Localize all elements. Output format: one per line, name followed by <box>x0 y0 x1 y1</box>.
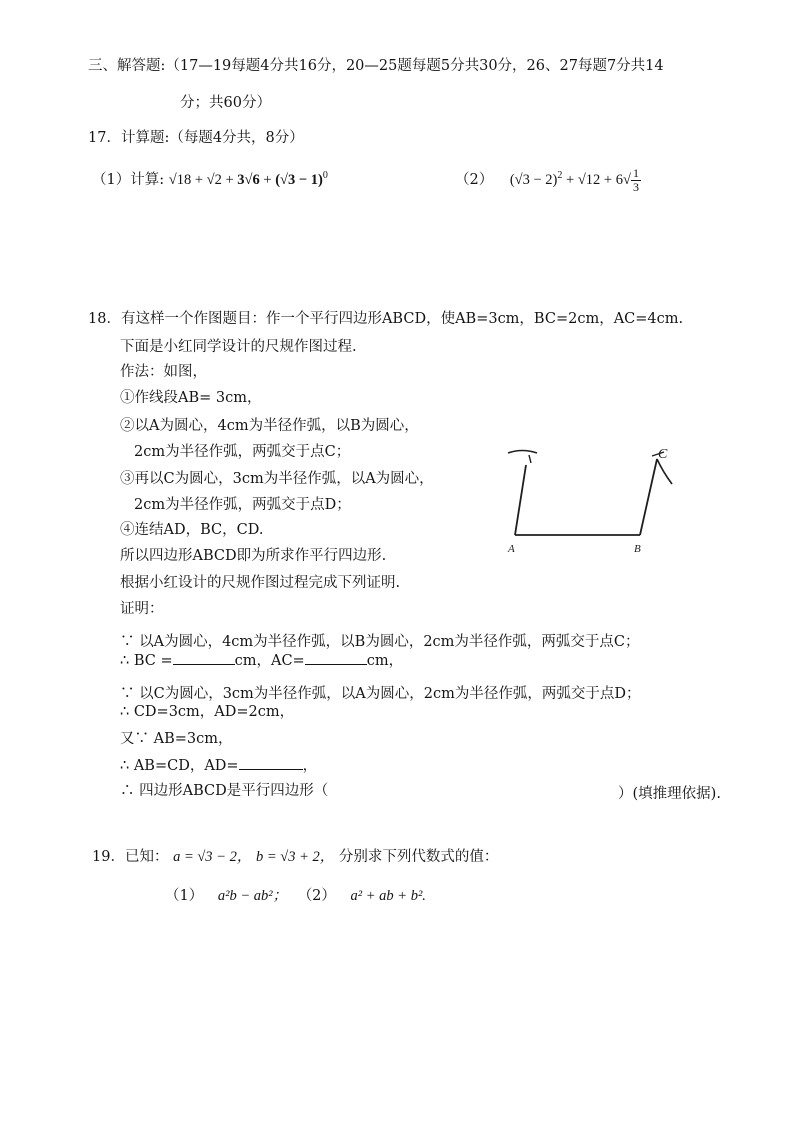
proof6-text-a: ∴ AB=CD，AD= <box>120 758 239 774</box>
q18-intro: 下面是小红同学设计的尺规作图过程. <box>120 339 357 355</box>
q17-part2-label: （2） <box>455 171 494 188</box>
plus-sign: + <box>603 171 613 188</box>
section-3-header-cont: 分；共60分） <box>180 95 271 111</box>
coefficient-6: 6 <box>615 171 623 188</box>
q19-part2-label: （2） <box>297 888 336 904</box>
q18-proof-label: 证明： <box>120 601 164 617</box>
q18-step1: ①作线段AB= 3cm， <box>120 390 262 406</box>
arc-near-d <box>508 451 537 454</box>
q18-proof5: 又∵ AB=3cm， <box>120 731 233 747</box>
radical-sign: √ <box>622 171 631 188</box>
section-3-header: 三、解答题:（17—19每题4分共16分，20—25题每题5分共30分，26、27每题7分共14 <box>88 58 664 74</box>
sqrt3-minus-2: (√3 − 2) <box>509 171 558 188</box>
sqrt-18: √18 <box>168 171 192 188</box>
point-label-c: C <box>658 447 668 462</box>
sqrt-2: √2 <box>206 171 222 188</box>
proof2-text-c: cm， <box>366 653 404 669</box>
sqrt3-minus-1: (√3 − 1) <box>275 171 323 188</box>
q19-part2-expression: a² + ab + b². <box>350 888 426 904</box>
q18-step2b: 2cm为半径作弧，两弧交于点C； <box>134 444 351 460</box>
point-label-b: B <box>634 543 641 555</box>
b-definition: b = √3 + 2， <box>255 849 335 865</box>
arc-tick-d <box>529 455 531 463</box>
exponent-two: 2 <box>557 170 563 181</box>
arc-near-c <box>657 459 672 484</box>
proof2-text-b: cm，AC= <box>234 653 305 669</box>
plus-sign: + <box>263 171 272 188</box>
q18-proof3: ∵ 以C为圆心，3cm为半径作弧，以A为圆心，2cm为半径作弧，两弧交于点D； <box>120 686 641 702</box>
q19-part1-label: （1） <box>165 888 204 904</box>
a-definition: a = √3 − 2， <box>173 849 252 865</box>
q18-method: 作法：如图， <box>120 364 207 380</box>
plus-sign: + <box>225 171 234 188</box>
q18-proof4: ∴ CD=3cm，AD=2cm， <box>120 704 295 720</box>
denominator: 3 <box>632 180 639 194</box>
q19-suffix: 分别求下列代数式的值： <box>338 849 499 865</box>
q18-task: 根据小红设计的尺规作图过程完成下列证明. <box>120 575 401 591</box>
q18-step3b: 2cm为半径作弧，两弧交于点D； <box>134 497 351 513</box>
proof2-text-a: ∴ BC = <box>120 653 173 669</box>
proof6-text-b: ， <box>302 758 318 774</box>
q19-part1-expression: a²b − ab²； <box>217 888 288 904</box>
q18-step4: ④连结AD，BC，CD. <box>120 522 264 538</box>
3-sqrt-6: 3√6 <box>237 171 260 188</box>
point-label-a: A <box>508 543 515 555</box>
q19-parts <box>165 886 426 906</box>
q18-title: 18．有这样一个作图题目：作一个平行四边形ABCD，使AB=3cm，BC=2cm，AC=4cm. <box>88 311 684 327</box>
sqrt-12: √12 <box>577 171 601 188</box>
plus-sign: + <box>566 171 575 188</box>
q18-conclusion: 所以四边形ABCD即为所求作平行四边形. <box>120 548 387 564</box>
segment-ad <box>515 465 526 535</box>
plus-sign: + <box>194 171 204 188</box>
q17-part1-label: （1）计算: <box>92 171 165 188</box>
q18-proof1: ∵ 以A为圆心，4cm为半径作弧，以B为圆心，2cm为半径作弧，两弧交于点C； <box>120 634 640 650</box>
q18-step2a: ②以A为圆心，4cm为半径作弧，以B为圆心， <box>120 418 419 434</box>
q17-title: 17．计算题:（每题4分共，8分） <box>88 130 304 146</box>
q18-proof7-reason: ）(填推理依据). <box>618 786 721 802</box>
q18-step3a: ③再以C为圆心，3cm为半径作弧，以A为圆心， <box>120 471 434 487</box>
exponent-zero: 0 <box>322 170 328 181</box>
segment-bc <box>640 459 657 535</box>
q19-title <box>92 847 498 867</box>
q19-prefix: 19．已知： <box>92 849 169 865</box>
numerator: 1 <box>632 166 639 180</box>
q18-proof7: ∴ 四边形ABCD是平行四边形（ <box>120 783 329 799</box>
